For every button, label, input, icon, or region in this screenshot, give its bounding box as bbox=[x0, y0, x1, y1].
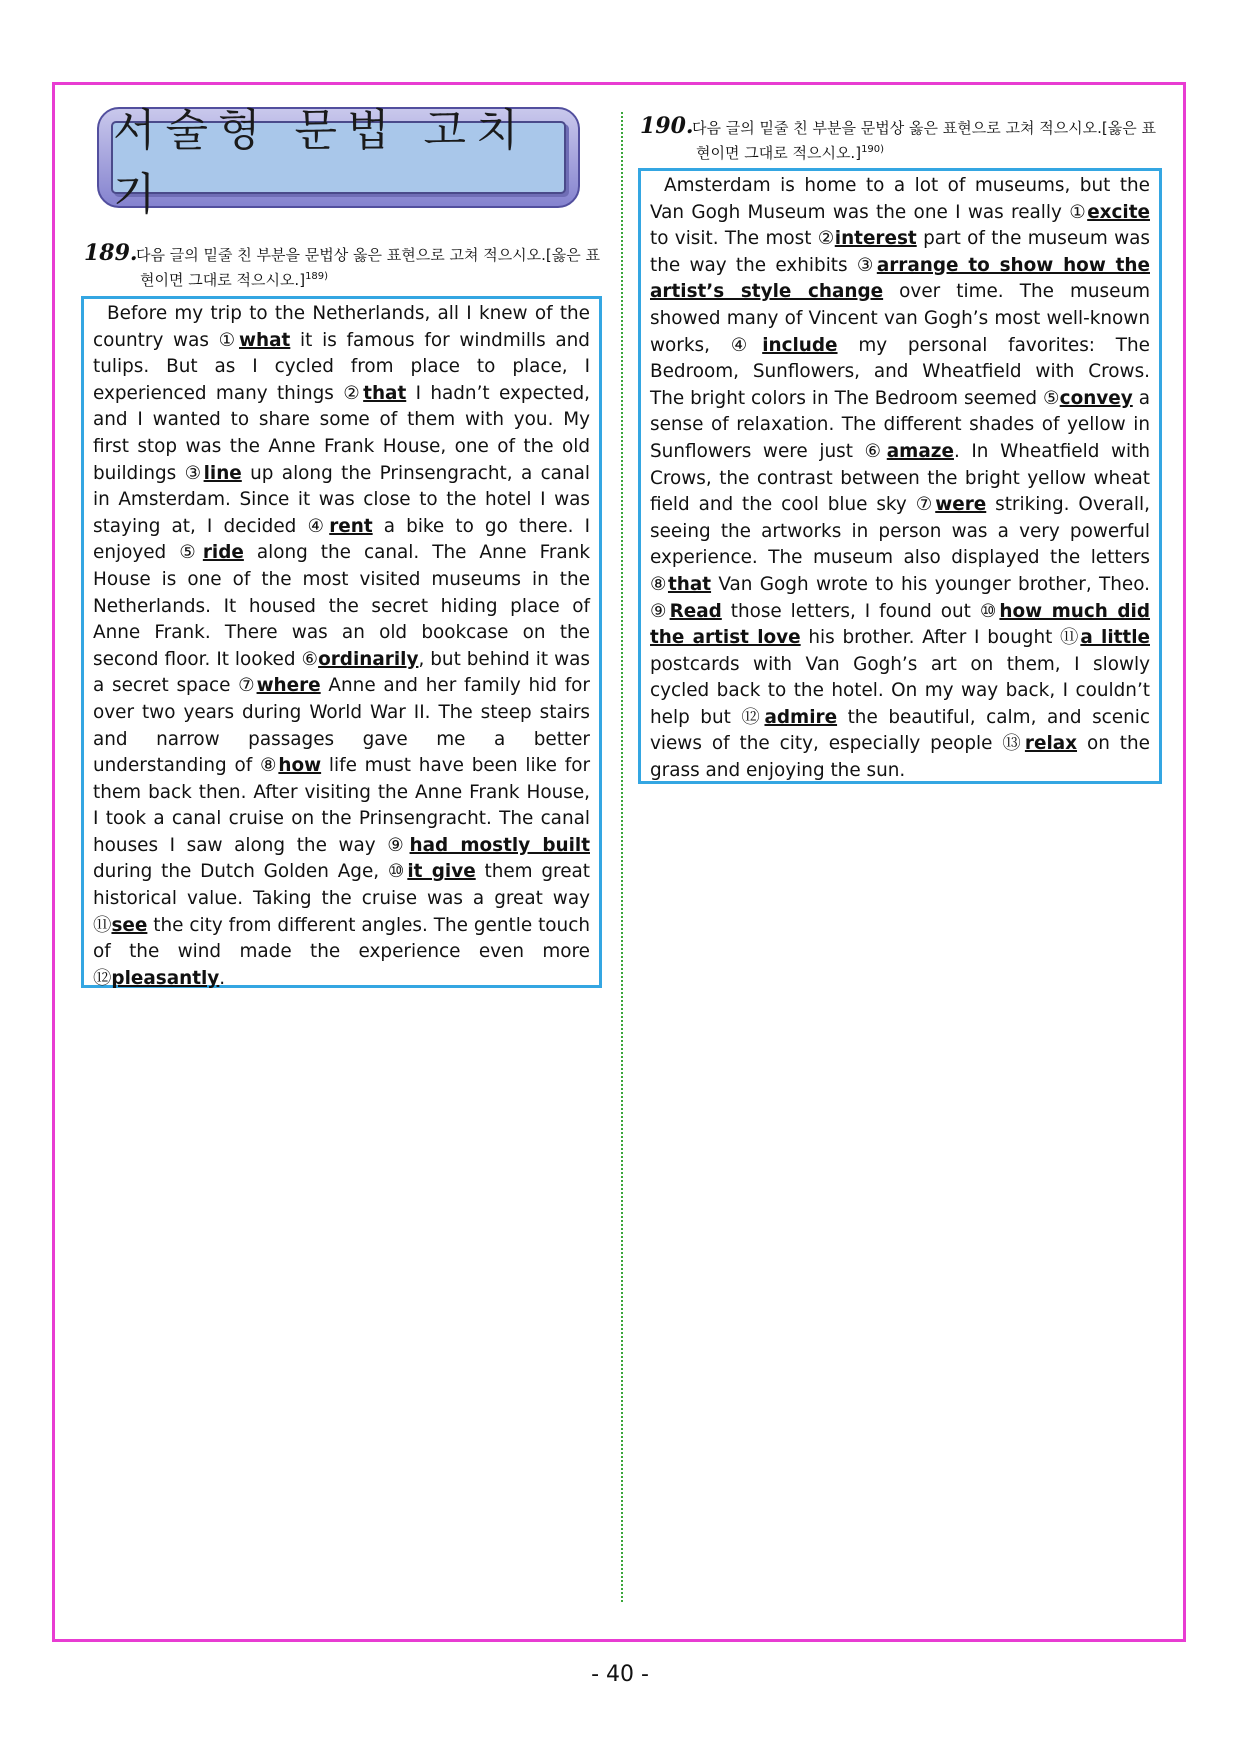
passage-segment: a sense of relaxation. The different shades of yellow in Sunflowers were just bbox=[650, 387, 1150, 462]
item-marker: ④ bbox=[730, 334, 763, 356]
underlined-item: how bbox=[278, 755, 322, 777]
passage-segment: postcards with Van Gogh’s art on them, I slowly cycled back to the hotel. On my way back, I couldn’t help but bbox=[650, 653, 1150, 728]
passage-text bbox=[650, 173, 1150, 785]
underlined-item: amaze bbox=[886, 440, 954, 462]
underlined-item: include bbox=[762, 334, 838, 356]
item-marker: ⑦ bbox=[915, 494, 936, 516]
question-190-passage bbox=[638, 168, 1162, 784]
passage-segment: a bike to go there. I enjoyed bbox=[93, 515, 590, 564]
passage-text bbox=[93, 301, 590, 992]
item-marker: ⑤ bbox=[179, 542, 203, 564]
item-marker: ③ bbox=[184, 462, 204, 484]
passage-segment: those letters, I found out bbox=[721, 600, 980, 622]
passage-segment: along the canal. The Anne Frank House is one of the most visited museums in the Netherlands. It housed the secret hiding place of Anne Frank. There was an old bookcase on the second floor. It looked bbox=[93, 542, 590, 670]
underlined-item: that bbox=[363, 382, 407, 404]
question-instruction: 다음 글의 밑줄 친 부분을 문법상 옳은 표현으로 고쳐 적으시오.[옳은 표현이면 그대로 적으시오.] bbox=[136, 246, 601, 289]
underlined-item: arrange to show how the artist’s style change bbox=[650, 254, 1150, 303]
question-189-passage bbox=[81, 296, 602, 988]
underlined-item: see bbox=[111, 914, 148, 936]
underlined-item: convey bbox=[1059, 387, 1133, 409]
footnote-ref: 189) bbox=[305, 271, 329, 282]
footnote-ref: 190) bbox=[861, 144, 885, 155]
question-189-header bbox=[84, 242, 604, 291]
section-title-banner bbox=[97, 104, 580, 220]
question-number: 190. bbox=[640, 113, 694, 139]
item-marker: ⑫ bbox=[93, 967, 112, 989]
item-marker: ⑧ bbox=[259, 755, 279, 777]
item-marker: ⑦ bbox=[238, 675, 257, 697]
item-marker: ② bbox=[343, 382, 364, 404]
item-marker: ② bbox=[817, 228, 835, 250]
underlined-item: were bbox=[935, 494, 987, 516]
passage-segment: up along the Prinsengracht, a canal in Amsterdam. Since it was close to the hotel I was staying at, I decided bbox=[93, 462, 590, 537]
item-marker: ⑪ bbox=[1060, 627, 1081, 649]
underlined-item: had mostly built bbox=[409, 834, 590, 856]
item-marker: ⑨ bbox=[387, 834, 410, 856]
item-marker: ⑧ bbox=[650, 573, 668, 595]
passage-segment: my personal favorites: The Bedroom, Sunflowers, and Wheatfield with Crows. The bright colors in The Bedroom seemed bbox=[650, 334, 1150, 409]
passage-segment: Anne and her family hid for over two years during World War II. The steep stairs and narrow passages gave me a better understanding of bbox=[93, 675, 590, 777]
passage-segment: on the grass and enjoying the sun. bbox=[650, 733, 1150, 782]
underlined-item: ordinarily bbox=[318, 648, 419, 670]
underlined-item: a little bbox=[1080, 627, 1150, 649]
passage-segment: , but behind it was a secret space bbox=[93, 648, 590, 697]
column-divider bbox=[621, 112, 623, 1602]
item-marker: ⑥ bbox=[864, 440, 887, 462]
underlined-item: rent bbox=[329, 515, 373, 537]
passage-segment: them great historical value. Taking the cruise was a great way bbox=[93, 861, 590, 910]
underlined-item: what bbox=[239, 329, 291, 351]
item-marker: ⑥ bbox=[301, 648, 319, 670]
passage-segment: part of the museum was the way the exhibits bbox=[650, 228, 1151, 276]
underlined-item: line bbox=[203, 462, 242, 484]
underlined-item: pleasantly bbox=[111, 967, 220, 989]
passage-segment: the city from different angles. The gentle touch of the wind made the experience even more bbox=[93, 914, 590, 963]
underlined-item: ride bbox=[202, 542, 244, 564]
passage-segment: Van Gogh wrote to his younger brother, Theo. bbox=[711, 573, 1150, 595]
underlined-item: relax bbox=[1024, 733, 1078, 755]
item-marker: ① bbox=[1069, 201, 1088, 223]
item-marker: ⑤ bbox=[1043, 387, 1060, 409]
question-instruction: 다음 글의 밑줄 친 부분을 문법상 옳은 표현으로 고쳐 적으시오.[옳은 표현이면 그대로 적으시오.] bbox=[692, 119, 1157, 162]
underlined-item: Read bbox=[669, 600, 722, 622]
passage-segment: to visit. The most bbox=[650, 228, 818, 250]
underlined-item: it give bbox=[407, 861, 476, 883]
passage-segment: I hadn’t expected, and I wanted to share some of them with you. My first stop was the Anne Frank House, one of the old buildings bbox=[93, 382, 590, 484]
underlined-item: admire bbox=[764, 706, 838, 728]
underlined-item: interest bbox=[834, 228, 917, 250]
item-marker: ① bbox=[218, 329, 240, 351]
passage-segment: life must have been like for them back then. After visiting the Anne Frank House, I took a canal cruise on the Prinsengracht. The canal houses I saw along the way bbox=[93, 755, 591, 856]
item-marker: ⑬ bbox=[1002, 733, 1025, 755]
item-marker: ④ bbox=[307, 515, 330, 537]
passage-segment: during the Dutch Golden Age, bbox=[93, 861, 388, 883]
passage-segment: it is famous for windmills and tulips. But as I cycled from place to place, I experienced many things bbox=[93, 329, 590, 404]
question-number: 189. bbox=[84, 240, 138, 266]
underlined-item: where bbox=[256, 675, 321, 697]
underlined-item: that bbox=[667, 573, 712, 595]
passage-segment: over time. The museum showed many of Vincent van Gogh’s most well-known works, bbox=[650, 281, 1151, 356]
passage-segment: Before my trip to the Netherlands, all I knew of the country was bbox=[93, 303, 590, 351]
section-title: 서술형 문법 고치기 bbox=[113, 104, 529, 220]
item-marker: ⑨ bbox=[650, 600, 670, 622]
item-marker: ⑩ bbox=[387, 861, 408, 883]
passage-segment: Amsterdam is home to a lot of museums, but the Van Gogh Museum was the one I was really bbox=[650, 175, 1150, 223]
item-marker: ⑫ bbox=[741, 706, 765, 728]
passage-segment: striking. Overall, seeing the artworks in person was a very powerful experience. The museum also displayed the letters bbox=[650, 494, 1150, 569]
passage-segment: his brother. After I bought bbox=[800, 627, 1061, 649]
item-marker: ⑩ bbox=[979, 600, 1000, 622]
passage-segment: . bbox=[219, 967, 226, 989]
underlined-item: how much did the artist love bbox=[650, 600, 1150, 649]
question-190-header bbox=[640, 115, 1164, 164]
passage-segment: the beautiful, calm, and scenic views of the city, especially people bbox=[650, 706, 1150, 755]
passage-segment: . In Wheatfield with Crows, the contrast between the bright yellow wheat field and the cool blue sky bbox=[650, 440, 1150, 516]
item-marker: ③ bbox=[856, 254, 877, 276]
page-number: - 40 - bbox=[591, 1662, 649, 1687]
item-marker: ⑪ bbox=[93, 914, 112, 936]
underlined-item: excite bbox=[1087, 201, 1150, 223]
section-title-inner bbox=[111, 104, 566, 220]
